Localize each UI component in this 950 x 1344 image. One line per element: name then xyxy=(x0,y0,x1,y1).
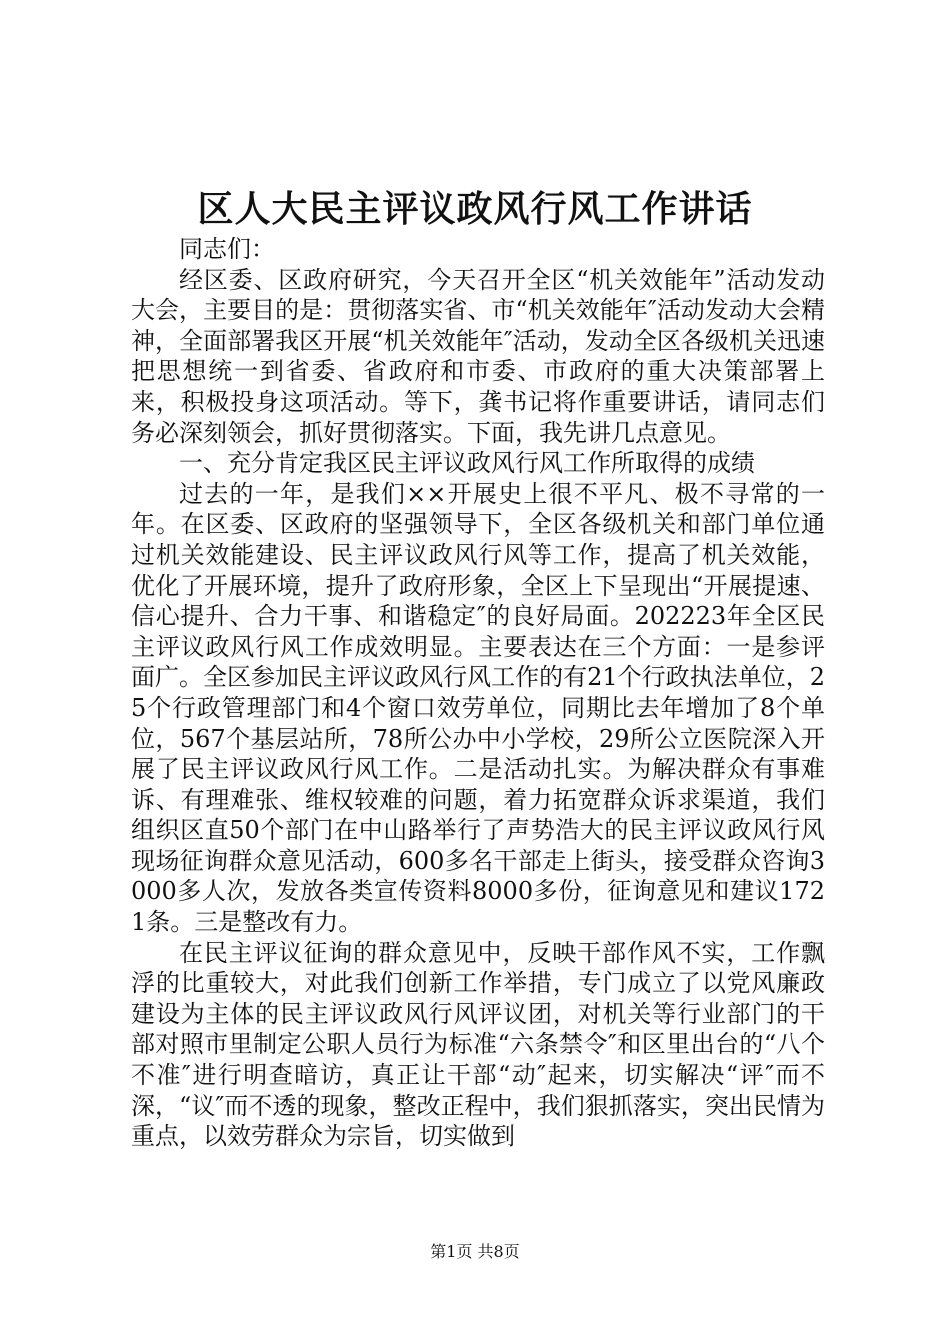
paragraph-intro: 经区委、区政府研究，今天召开全区“机关效能年”活动发动大会，主要目的是：贯彻落实省、市“机关效能年″活动发动大会精神，全面部署我区开展“机关效能年″活动，发动全区各级机关迅速把思想统一到省委、省政府和市委、市政府的重大决策部署上来，积极投身这项活动。等下，龚书记将作重要讲话，请同志们务必深刻领会，抓好贯彻落实。下面，我先讲几点意见。 xyxy=(131,265,825,447)
page-footer: 第1页 共8页 xyxy=(430,1242,520,1261)
paragraph-achievements: 过去的一年，是我们××开展史上很不平凡、极不寻常的一年。在区委、区政府的坚强领导下，全区各级机关和部门单位通过机关效能建设、民主评议政风行风等工作，提高了机关效能，优化了开展环境，提升了政府形象，全区上下呈现出“开展提速、信心提升、合力干事、和谐稳定″的良好局面。202223年全区民主评议政风行风工作成效明显。主要表达在三个方面：一是参评面广。全区参加民主评议政风行风工作的有21个行政执法单位，25个行政管理部门和4个窗口效劳单位，同期比去年增加了8个单位，567个基层站所，78所公办中小学校，29所公立医院深入开展了民主评议政风行风工作。二是活动扎实。为解决群众有事难诉、有理难张、维权较难的问题，着力拓宽群众诉求渠道，我们组织区直50个部门在中山路举行了声势浩大的民主评议政风行风现场征询群众意见活动，600多名干部走上街头，接受群众咨询3000多人次，发放各类宣传资料8000多份，征询意见和建议1721条。三是整改有力。 xyxy=(131,479,825,937)
document-body xyxy=(131,234,825,1152)
paragraph-rectification: 在民主评议征询的群众意见中，反映干部作风不实，工作飘浮的比重较大，对此我们创新工作举措，专门成立了以党风廉政建设为主体的民主评议政风行风评议团，对机关等行业部门的干部对照市里制定公职人员行为标准“六条禁令″和区里出台的“八个不准″进行明查暗访，真正让干部“动″起来，切实解决“评″而不深，“议″而不透的现象，整改正程中，我们狠抓落实，突出民情为重点，以效劳群众为宗旨，切实做到 xyxy=(131,938,825,1151)
document-title: 区人大民主评议政风行风工作讲话 xyxy=(197,188,753,230)
section-heading-1: 一、充分肯定我区民主评议政风行风工作所取得的成绩 xyxy=(179,449,755,478)
salutation: 同志们： xyxy=(179,235,275,263)
